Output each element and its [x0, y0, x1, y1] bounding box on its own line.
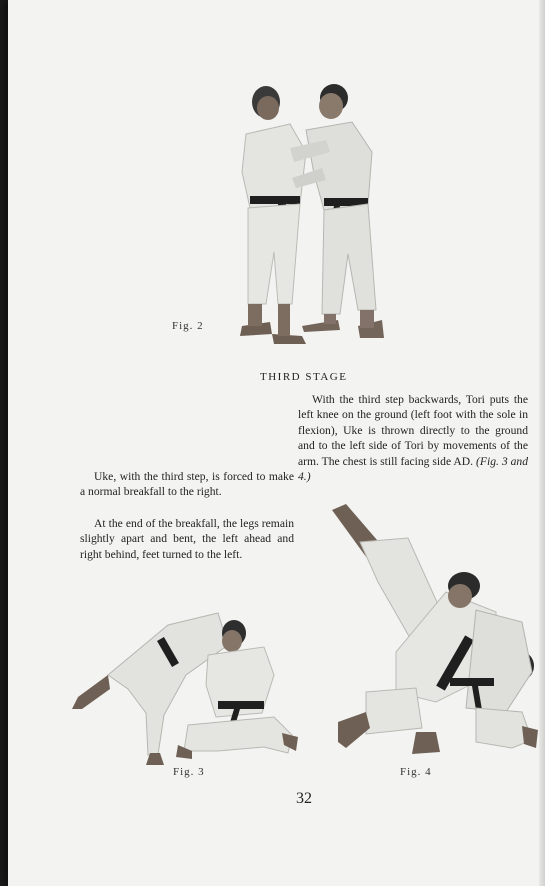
- photo-figure-3: [68, 605, 298, 765]
- paragraph-left-1: [80, 469, 294, 500]
- page-number: 32: [296, 790, 312, 807]
- paragraph-left-2: [80, 516, 294, 562]
- figure-3-caption: Fig. 3: [173, 766, 205, 778]
- photo-figure-2: [230, 82, 390, 350]
- paragraph-left-2-text: At the end of the breakfall, the legs remain slightly apart and bent, the left ahead and right behind, feet turned to the left.: [80, 517, 294, 561]
- paragraph-right-text: With the third step backwards, Tori puts the left knee on the ground (left foot with the sole in flexion), Uke is thrown directly to the ground and to the left side of Tori by movements of the arm. The chest is still facing side AD.: [298, 393, 528, 468]
- figure-reference: (Fig. 3 and 4.): [298, 454, 528, 484]
- paragraph-right-column: [298, 392, 528, 484]
- section-heading: THIRD STAGE: [260, 371, 348, 383]
- figure-2-caption: Fig. 2: [172, 320, 204, 332]
- book-page: [8, 0, 545, 886]
- photo-figure-4: [326, 502, 538, 764]
- page-edge-shadow: [539, 0, 545, 886]
- figure-4-caption: Fig. 4: [400, 766, 432, 778]
- paragraph-left-1-text: Uke, with the third step, is forced to make a normal breakfall to the right.: [80, 470, 294, 499]
